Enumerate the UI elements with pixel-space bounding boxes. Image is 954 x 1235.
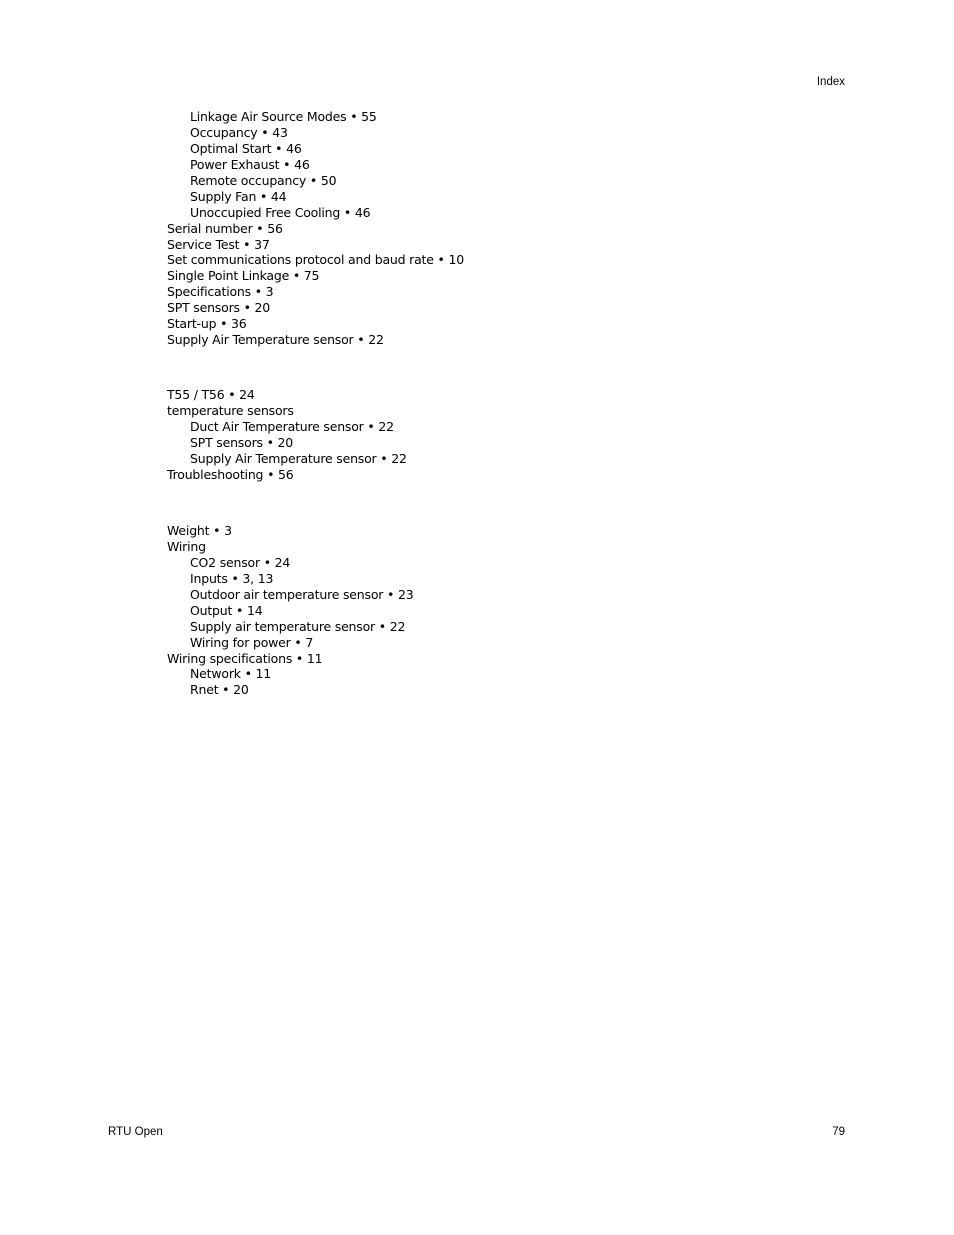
index-subentry: Network • 11 (190, 666, 272, 682)
index-subentry: Supply Air Temperature sensor • 22 (190, 450, 407, 466)
footer-document-title: RTU Open (108, 1126, 163, 1138)
index-entry: Specifications • 3 (167, 284, 274, 300)
index-subentry: Wiring for power • 7 (190, 634, 314, 650)
footer-page-number: 79 (832, 1126, 845, 1138)
index-section-s (167, 109, 464, 348)
index-entry: T55 / T56 • 24 (167, 387, 255, 402)
index-entry: Start-up • 36 (167, 316, 247, 332)
index-entry: Single Point Linkage • 75 (167, 268, 320, 284)
index-entry: Service Test • 37 (167, 236, 270, 252)
index-entry: Weight • 3 (167, 523, 232, 538)
index-subentry: Outdoor air temperature sensor • 23 (190, 586, 414, 602)
index-section-t (167, 387, 407, 483)
index-entry: temperature sensors (167, 402, 294, 418)
index-subentry: Duct Air Temperature sensor • 22 (190, 418, 394, 434)
index-entry: Wiring specifications • 11 (167, 650, 323, 666)
index-entry: Set communications protocol and baud rate • 10 (167, 252, 464, 268)
index-subentry: Linkage Air Source Modes • 55 (190, 109, 377, 124)
index-subentry: Remote occupancy • 50 (190, 172, 337, 188)
index-subentry: Rnet • 20 (190, 682, 249, 698)
index-subentry: Optimal Start • 46 (190, 140, 302, 156)
index-subentry: Unoccupied Free Cooling • 46 (190, 204, 371, 220)
index-subentry: Supply air temperature sensor • 22 (190, 618, 406, 634)
index-entry: Supply Air Temperature sensor • 22 (167, 332, 384, 348)
index-entry: Troubleshooting • 56 (167, 466, 294, 482)
index-subentry: Supply Fan • 44 (190, 188, 287, 204)
index-entry: SPT sensors • 20 (167, 300, 271, 316)
running-header-section: Index (816, 76, 845, 88)
index-entry: Serial number • 56 (167, 220, 283, 236)
index-subentry: Power Exhaust • 46 (190, 156, 310, 172)
index-subentry: CO2 sensor • 24 (190, 554, 291, 570)
index-subentry: Occupancy • 43 (190, 124, 288, 140)
index-subentry: Inputs • 3, 13 (190, 570, 274, 586)
index-subentry: SPT sensors • 20 (190, 434, 294, 450)
index-subentry: Output • 14 (190, 602, 263, 618)
index-entry: Wiring (167, 538, 206, 554)
index-section-w (167, 523, 413, 698)
